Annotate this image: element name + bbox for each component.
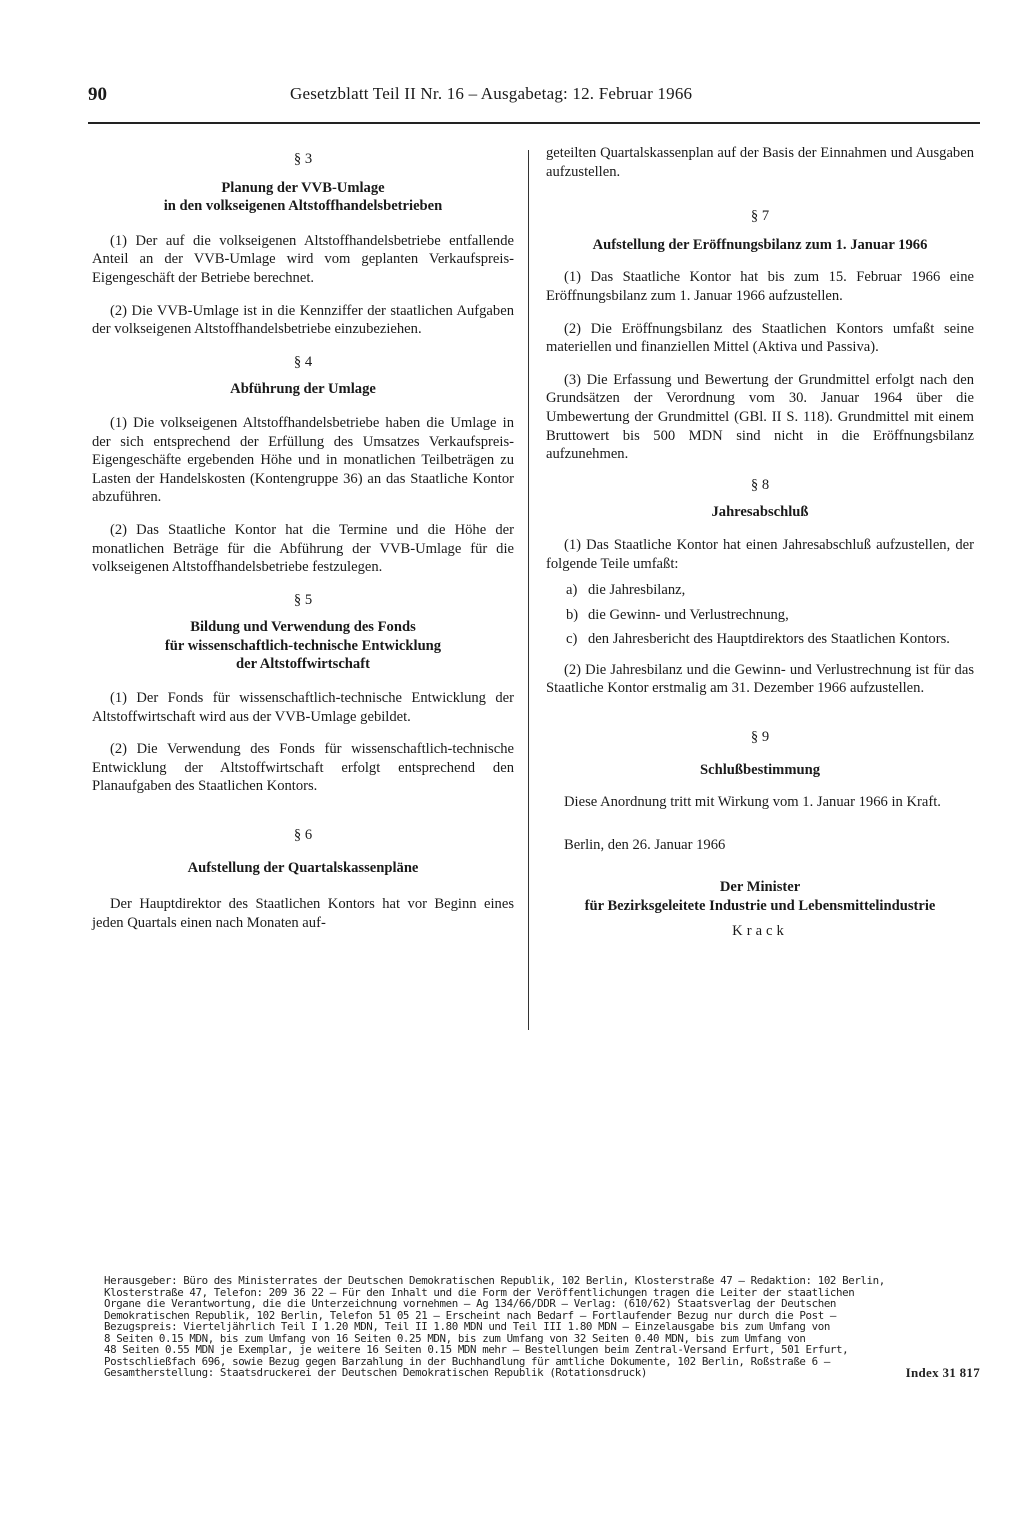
column-divider xyxy=(528,150,529,1030)
paragraph: (1) Der Fonds für wissenschaftlich-technische Entwicklung der Altstoffwirtschaft wird aus der VVB-Umlage gebildet. xyxy=(92,690,514,725)
list-item-label: b) xyxy=(566,606,579,623)
imprint-line: Herausgeber: Büro des Ministerrates der Deutschen Demokratischen Republik, 102 Berlin, Klosterstraße 47 – Redaktion: 102 Berlin, xyxy=(104,1275,885,1287)
paragraph: Diese Anordnung tritt mit Wirkung vom 1. Januar 1966 in Kraft. xyxy=(564,794,941,811)
place-date: Berlin, den 26. Januar 1966 xyxy=(564,836,726,853)
imprint-line: Klosterstraße 47, Telefon: 209 36 22 – Für den Inhalt und die Form der Veröffentlichungen tragen die Leiter der staatlichen xyxy=(104,1286,855,1298)
imprint xyxy=(104,1275,980,1379)
section-number: § 7 xyxy=(750,208,770,225)
header-rule xyxy=(88,122,980,124)
index-number: Index 31 817 xyxy=(905,1365,980,1380)
section-heading: Bildung und Verwendung des Fonds xyxy=(190,619,416,636)
list-item xyxy=(546,630,974,649)
list-item-label: a) xyxy=(566,582,578,599)
section-heading: für wissenschaftlich-technische Entwicklung xyxy=(164,637,442,654)
paragraph: (2) Die Eröffnungsbilanz des Staatlichen Kontors umfaßt seine materiellen und finanziellen Mittel (Aktiva und Passiva). xyxy=(546,320,974,356)
section-number: § 8 xyxy=(750,476,770,493)
running-title: Gesetzblatt Teil II Nr. 16 – Ausgabetag: 12. Februar 1966 xyxy=(290,84,693,103)
imprint-line: Gesamtherstellung: Staatsdruckerei der Deutschen Demokratischen Republik (Rotationsdruck) xyxy=(104,1367,647,1379)
paragraph: Der Hauptdirektor des Staatlichen Kontors hat vor Beginn eines jeden Quartals einen nach Monaten auf- xyxy=(92,896,514,931)
section-heading: Schlußbestimmung xyxy=(699,761,821,778)
paragraph: (1) Das Staatliche Kontor hat einen Jahresabschluß aufzustellen, der folgende Teile umfaßt: xyxy=(546,536,974,572)
imprint-line: Postschließfach 696, sowie Bezug gegen Barzahlung in der Buchhandlung für amtliche Dokumente, 102 Berlin, Roßstraße 6 – xyxy=(104,1355,830,1367)
paragraph: (3) Die Erfassung und Bewertung der Grundmittel erfolgt nach den Grundsätzen der Verordnung vom 30. Januar 1964 über die Umbewertung der Grundmittel (GBl. II S. 118). Grundmittel mit einem Bruttowert bis 500 MDN sind nicht in die Eröffnungsbilanz aufzunehmen. xyxy=(546,371,974,463)
page-number: 90 xyxy=(88,84,107,105)
list-item xyxy=(546,581,974,600)
section-heading: Aufstellung der Quartalskassenpläne xyxy=(187,859,419,876)
section-heading: der Altstoffwirtschaft xyxy=(236,656,370,673)
paragraph: (2) Die VVB-Umlage ist in die Kennziffer der staatlichen Aufgaben der volkseigenen Altstoffhandelsbetriebe einzubeziehen. xyxy=(92,302,514,338)
list-item xyxy=(546,606,974,625)
paragraph: (2) Die Verwendung des Fonds für wissenschaftlich-technische Entwicklung der Altstoffwirtschaft erfolgt entsprechend den Planaufgaben des Staatlichen Kontors. xyxy=(92,741,514,795)
paragraph: (1) Der auf die volkseigenen Altstoffhandelsbetriebe entfallende Anteil an der VVB-Umlage wird vom geplanten Verkaufspreis-Eigengeschäft der Betriebe berechnet. xyxy=(92,232,514,286)
paragraph: (2) Das Staatliche Kontor hat die Termine und die Höhe der monatlichen Beträge für die Abführung der VVB-Umlage für die volkseigenen Altstoffhandelsbetriebe festzulegen. xyxy=(92,521,514,576)
left-column xyxy=(92,146,514,932)
list-item-text: die Gewinn- und Verlustrechnung, xyxy=(588,606,789,623)
section-heading: in den volkseigenen Altstoffhandelsbetrieben xyxy=(163,198,443,215)
section-number: § 9 xyxy=(750,729,770,746)
section-number: § 5 xyxy=(293,591,313,608)
signature-name: Krack xyxy=(732,922,788,939)
imprint-line: 48 Seiten 0.55 MDN je Exemplar, je weitere 16 Seiten 0.15 MDN mehr – Bestellungen beim Zentral-Versand Erfurt, 501 Erfurt, xyxy=(104,1344,849,1356)
imprint-line: 8 Seiten 0.15 MDN, bis zum Umfang von 16 Seiten 0.25 MDN, bis zum Umfang von 32 Seiten 0.40 MDN, bis zum Umfang von xyxy=(104,1332,806,1344)
section-heading: Jahresabschluß xyxy=(711,504,809,521)
signature-title: Der Minister xyxy=(719,879,801,896)
page-header xyxy=(88,80,980,120)
paragraph: geteilten Quartalskassenplan auf der Basis der Einnahmen und Ausgaben aufzustellen. xyxy=(546,145,974,180)
section-number: § 4 xyxy=(293,353,313,370)
paragraph: (2) Die Jahresbilanz und die Gewinn- und Verlustrechnung ist für das Staatliche Kontor erstmalig am 31. Dezember 1966 aufzustellen. xyxy=(546,661,974,697)
signature-title: für Bezirksgeleitete Industrie und Lebensmittelindustrie xyxy=(584,898,936,915)
list-item-text: die Jahresbilanz, xyxy=(588,582,686,599)
paragraph: (1) Das Staatliche Kontor hat bis zum 15. Februar 1966 eine Eröffnungsbilanz zum 1. Januar 1966 aufzustellen. xyxy=(546,269,974,304)
paragraph: (1) Die volkseigenen Altstoffhandelsbetriebe haben die Umlage in der sich entsprechend der Erfüllung des Umsatzes Verkaufspreis-Eigengeschäfte ergebenden Höhe und in monatlichen Teilbeträgen zu Lasten der Handelskosten (Kontengruppe 36) an das Staatliche Kontor abzuführen. xyxy=(92,414,514,506)
section-heading: Abführung der Umlage xyxy=(230,381,376,398)
section-number: § 3 xyxy=(293,151,313,167)
imprint-line: Demokratischen Republik, 102 Berlin, Telefon 51 05 21 – Erscheint nach Bedarf – Fortlaufender Bezug nur durch die Post – xyxy=(104,1309,837,1321)
section-number: § 6 xyxy=(293,827,313,844)
imprint-line: Bezugspreis: Vierteljährlich Teil I 1.20 MDN, Teil II 1.80 MDN und Teil III 1.80 MDN – Einzelausgabe bis zum Umfang von xyxy=(104,1321,830,1333)
list-item-label: c) xyxy=(566,631,578,648)
right-column xyxy=(546,144,974,940)
section-heading: Planung der VVB-Umlage xyxy=(221,179,385,196)
part-list xyxy=(546,581,974,649)
section-heading: Aufstellung der Eröffnungsbilanz zum 1. Januar 1966 xyxy=(592,236,928,253)
list-item-text: den Jahresbericht des Hauptdirektors des Staatlichen Kontors. xyxy=(588,631,950,648)
imprint-line: Organe die Verantwortung, die die Unterzeichnung vornehmen – Ag 134/66/DDR – Verlag: (610/62) Staatsverlag der Deutschen xyxy=(104,1298,837,1310)
